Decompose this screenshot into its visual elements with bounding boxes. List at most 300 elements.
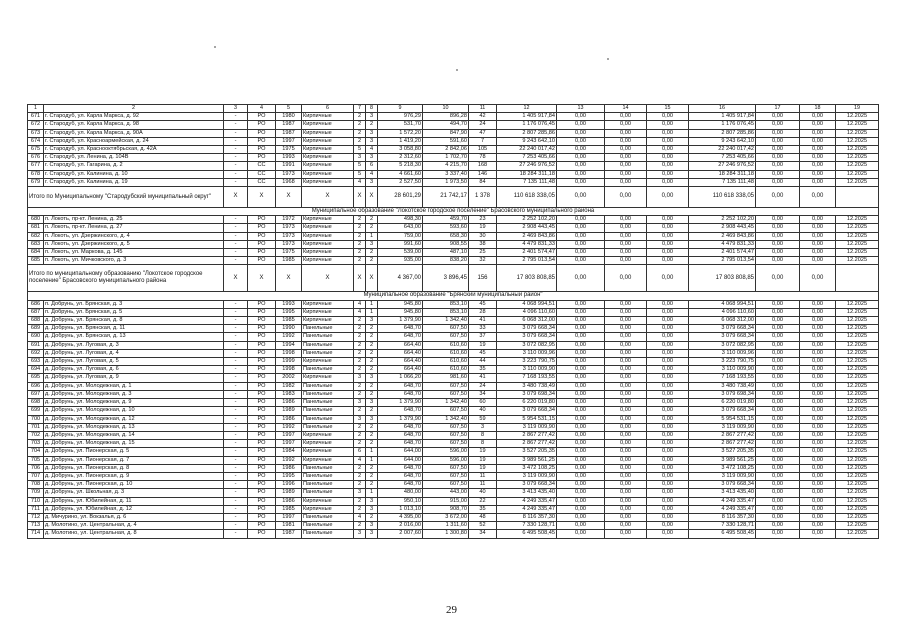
table-cell: 945,80 [378, 300, 423, 308]
table-cell: 3 119 009,90 [497, 472, 557, 480]
table-cell: 12.2025 [836, 481, 879, 489]
table-cell: 3 079 698,34 [497, 390, 557, 398]
table-cell: 3 [224, 105, 248, 113]
table-cell: 0,00 [557, 317, 605, 325]
table-cell: 0,00 [756, 505, 800, 513]
table-cell: 679 [28, 178, 44, 186]
table-cell: 10 [423, 105, 469, 113]
table-cell: Панельные [302, 481, 354, 489]
table-cell: 0,00 [756, 423, 800, 431]
table-cell: 681 [28, 224, 44, 232]
table-cell: 0,00 [647, 162, 689, 170]
table-cell: 0,00 [557, 249, 605, 257]
table-cell: г. Стародуб, ул. Гагарина, д. 2 [44, 162, 224, 170]
table-cell: 12.2025 [836, 300, 879, 308]
table-cell: 702 [28, 431, 44, 439]
table-cell: Итого по Муниципальному "Стародубский муниципальный округ" [28, 187, 224, 208]
table-cell: 2 [366, 382, 378, 390]
table-cell: 0,00 [647, 325, 689, 333]
table-cell: 607,50 [423, 464, 469, 472]
table-cell: 664,40 [378, 366, 423, 374]
table-cell: д. Добрунь, ул. Брянская, д. 8 [44, 317, 224, 325]
table-cell: РО [248, 464, 276, 472]
table-cell: РО [248, 216, 276, 224]
table-cell: 44 [469, 358, 497, 366]
table-row [28, 366, 879, 374]
table-row [28, 333, 879, 341]
table-cell: 0,00 [800, 113, 836, 121]
table-cell: 0,00 [800, 154, 836, 162]
table-cell: 0,00 [605, 431, 647, 439]
table-row [28, 423, 879, 431]
table-cell: 48 [469, 513, 497, 521]
table-cell: 0,00 [557, 505, 605, 513]
table-cell: 0,00 [800, 317, 836, 325]
table-cell: 1987 [276, 530, 302, 538]
table-cell: РО [248, 456, 276, 464]
table-cell: Кирпичные [302, 374, 354, 382]
table-cell: 4 661,60 [378, 170, 423, 178]
table-cell: д. Мичурино, ул. Вокзалья, д. 6 [44, 513, 224, 521]
table-cell: 4 479 831,33 [497, 240, 557, 248]
table-cell: - [224, 121, 248, 129]
table-cell: Кирпичные [302, 300, 354, 308]
table-row [28, 407, 879, 415]
table-cell: 0,00 [800, 325, 836, 333]
table-cell: 2 [354, 232, 366, 240]
table-cell: 1986 [276, 464, 302, 472]
table-cell: Кирпичные [302, 216, 354, 224]
table-cell: - [224, 382, 248, 390]
table-cell: 24 [469, 121, 497, 129]
table-cell: 12.2025 [836, 431, 879, 439]
table-cell: 0,00 [557, 341, 605, 349]
table-cell: д. Добрунь, ул. Молодежная, д. 12 [44, 415, 224, 423]
table-cell: 1998 [276, 349, 302, 357]
table-cell: 12.2025 [836, 154, 879, 162]
table-cell: 2 [354, 382, 366, 390]
table-cell: 3 527 205,35 [689, 448, 756, 456]
table-row [28, 481, 879, 489]
table-cell: 12.2025 [836, 224, 879, 232]
table-row [28, 464, 879, 472]
table-cell: 2 [366, 407, 378, 415]
table-cell: РО [248, 415, 276, 423]
table-cell: 695 [28, 374, 44, 382]
table-cell: 0,00 [647, 121, 689, 129]
table-cell: 0,00 [800, 349, 836, 357]
table-cell: 714 [28, 530, 44, 538]
table-cell: 0,00 [800, 472, 836, 480]
table-cell: 3 472 108,25 [497, 464, 557, 472]
table-cell: 5 954 531,15 [497, 415, 557, 423]
table-cell: 3 079 668,34 [689, 481, 756, 489]
table-cell: 0,00 [557, 407, 605, 415]
table-cell: 3 [366, 154, 378, 162]
table-cell: Панельные [302, 341, 354, 349]
table-cell: 0,00 [647, 113, 689, 121]
table-cell: 0,00 [800, 407, 836, 415]
table-cell: 3 [354, 530, 366, 538]
table-cell: 12.2025 [836, 472, 879, 480]
table-cell: 7 [354, 105, 366, 113]
table-cell: 0,00 [800, 481, 836, 489]
table-cell: 0,00 [647, 497, 689, 505]
table-cell: 3 472 108,25 [689, 464, 756, 472]
table-cell: 0,00 [800, 440, 836, 448]
table-cell: 14 [605, 105, 647, 113]
table-cell: - [224, 440, 248, 448]
table-cell: РО [248, 399, 276, 407]
table-cell: 0,00 [756, 216, 800, 224]
table-cell: 7 135 111,48 [689, 178, 756, 186]
table-cell: 3 079 668,34 [497, 325, 557, 333]
table-cell: Кирпичные [302, 456, 354, 464]
table-cell: 12.2025 [836, 456, 879, 464]
table-cell: 3 [354, 399, 366, 407]
table-cell: РО [248, 257, 276, 265]
table-cell: 8 [366, 105, 378, 113]
table-cell: Кирпичные [302, 170, 354, 178]
total-row [28, 187, 879, 208]
table-cell: д. Добрунь, ул. Пионерская, д. 10 [44, 481, 224, 489]
table-row [28, 113, 879, 121]
table-cell: 18 284 311,18 [689, 170, 756, 178]
table-cell: 671 [28, 113, 44, 121]
table-cell: РО [248, 137, 276, 145]
table-cell: 0,00 [800, 513, 836, 521]
table-cell: 0,00 [605, 522, 647, 530]
table-cell: СС [248, 162, 276, 170]
table-cell: 0,00 [605, 481, 647, 489]
table-cell: 0,00 [605, 423, 647, 431]
table-cell: г. Стародуб, ул. Красноармейская, д. 24 [44, 137, 224, 145]
table-cell: 0,00 [647, 464, 689, 472]
table-cell: 0,00 [800, 415, 836, 423]
table-cell: 0,00 [800, 308, 836, 316]
table-cell: д. Добрунь, ул. Луговая, д. 3 [44, 341, 224, 349]
table-cell: 0,00 [756, 472, 800, 480]
table-cell: 2 [354, 317, 366, 325]
table-cell: 4 [354, 513, 366, 521]
table-cell: 838,20 [423, 257, 469, 265]
table-cell: 3 [366, 415, 378, 423]
table-cell: 3 119 009,90 [689, 423, 756, 431]
table-cell: 0,00 [756, 349, 800, 357]
table-cell: г. Стародуб, ул. Краснооктябрьская, д. 42А [44, 146, 224, 154]
table-cell: 34 [469, 530, 497, 538]
table-cell: РО [248, 448, 276, 456]
table-row [28, 249, 879, 257]
table-cell: 7 330 128,71 [497, 522, 557, 530]
table-cell: 696 [28, 382, 44, 390]
table-cell: 1 342,40 [423, 317, 469, 325]
table-cell: 3 079 668,34 [689, 333, 756, 341]
table-cell: 17 [756, 105, 800, 113]
table-cell: 3 079 698,34 [689, 390, 756, 398]
table-cell: 0,00 [605, 170, 647, 178]
table-cell: 0,00 [647, 423, 689, 431]
table-cell: РО [248, 341, 276, 349]
table-cell: РО [248, 240, 276, 248]
table-cell: 35 [469, 505, 497, 513]
table-cell: 2 867 277,42 [497, 440, 557, 448]
table-cell: 2 [354, 431, 366, 439]
table-cell: 0,00 [605, 300, 647, 308]
table-cell: 0,00 [647, 522, 689, 530]
table-row [28, 390, 879, 398]
table-cell: 0,00 [605, 358, 647, 366]
table-cell: - [224, 216, 248, 224]
table-cell: 6 220 019,80 [497, 399, 557, 407]
table-cell: 1986 [276, 497, 302, 505]
table-cell: 5 [354, 162, 366, 170]
table-cell: 3 [354, 415, 366, 423]
table-cell: 1 405 917,84 [689, 113, 756, 121]
table-cell: 0,00 [605, 390, 647, 398]
table-cell: РО [248, 423, 276, 431]
table-cell: РО [248, 390, 276, 398]
table-cell: Панельные [302, 489, 354, 497]
table-cell: п. Локоть, ул. Маркова, д. 145 [44, 249, 224, 257]
table-cell: 2 469 843,86 [689, 232, 756, 240]
table-cell: п. Локоть, ул. Мичковского, д. 3 [44, 257, 224, 265]
table-cell: РО [248, 497, 276, 505]
table-cell: РО [248, 121, 276, 129]
table-cell: 4 [248, 105, 276, 113]
table-cell: 2 312,60 [378, 154, 423, 162]
table-cell: X [276, 265, 302, 292]
table-cell: 2 [354, 129, 366, 137]
table-cell: 0,00 [605, 505, 647, 513]
table-cell: 712 [28, 513, 44, 521]
table-cell: 0,00 [605, 146, 647, 154]
table-cell: 1992 [276, 456, 302, 464]
table-cell: Кирпичные [302, 162, 354, 170]
table-cell: 0,00 [800, 232, 836, 240]
table-row [28, 300, 879, 308]
table-cell: 1992 [276, 333, 302, 341]
table-cell: 12.2025 [836, 341, 879, 349]
table-cell: - [224, 481, 248, 489]
table-cell: 0,00 [647, 249, 689, 257]
table-cell: 981,60 [423, 374, 469, 382]
table-cell: 9 243 642,10 [689, 137, 756, 145]
table-cell: 3 413 435,40 [497, 489, 557, 497]
table-cell: 1 [366, 232, 378, 240]
table-cell: 0,00 [647, 358, 689, 366]
table-cell: - [224, 249, 248, 257]
table-cell: 0,00 [605, 497, 647, 505]
table-cell: 0,00 [647, 240, 689, 248]
table-cell: 12.2025 [836, 358, 879, 366]
table-cell: д. Добрунь, ул. Луговая, д. 4 [44, 349, 224, 357]
table-cell: 3 110 009,96 [497, 349, 557, 357]
table-cell: 0,00 [647, 530, 689, 538]
table-cell: 2 527,50 [378, 178, 423, 186]
table-cell: 0,00 [557, 240, 605, 248]
table-cell: 2 [366, 431, 378, 439]
table-cell: 12.2025 [836, 366, 879, 374]
table-cell: 9 [378, 105, 423, 113]
table-cell: Кирпичные [302, 129, 354, 137]
table-cell: Панельные [302, 390, 354, 398]
table-cell: 1973 [276, 232, 302, 240]
table-cell: 0,00 [647, 333, 689, 341]
table-cell: 1 [366, 456, 378, 464]
table-cell: РО [248, 249, 276, 257]
table-cell: 0,00 [647, 187, 689, 208]
table-row [28, 513, 879, 521]
table-cell: 37 [469, 333, 497, 341]
table-cell: 0,00 [647, 216, 689, 224]
table-cell: - [224, 448, 248, 456]
table-cell: 1 419,20 [378, 137, 423, 145]
table-cell: 0,00 [800, 121, 836, 129]
table-cell: 0,00 [605, 317, 647, 325]
table-cell: 12.2025 [836, 317, 879, 325]
table-cell: д. Добрунь, ул. Молодежная, д. 15 [44, 440, 224, 448]
table-cell: 664,40 [378, 358, 423, 366]
table-cell: 1 342,40 [423, 399, 469, 407]
table-cell: 0,00 [647, 137, 689, 145]
table-cell: 0,00 [605, 530, 647, 538]
table-cell: 3 [366, 240, 378, 248]
table-cell: 0,00 [557, 257, 605, 265]
table-cell: 2 [354, 137, 366, 145]
table-cell: 2 [354, 325, 366, 333]
table-row [28, 374, 879, 382]
table-cell: 710 [28, 497, 44, 505]
table-cell: 0,00 [800, 366, 836, 374]
table-cell: 0,00 [647, 341, 689, 349]
table-cell: 2 [354, 481, 366, 489]
table-cell: 110 618 338,05 [689, 187, 756, 208]
table-cell: 976,29 [378, 113, 423, 121]
table-cell: 2 908 443,45 [497, 224, 557, 232]
table-cell: 0,00 [756, 265, 800, 292]
table-cell: 0,00 [557, 530, 605, 538]
table-cell: 8 116 357,30 [689, 513, 756, 521]
table-cell: 12.2025 [836, 513, 879, 521]
section-header-row [28, 292, 879, 300]
table-cell: 0,00 [756, 240, 800, 248]
table-cell: - [224, 325, 248, 333]
table-cell: РО [248, 440, 276, 448]
table-cell: 853,10 [423, 308, 469, 316]
table-cell: 2 [354, 497, 366, 505]
table-cell: Панельные [302, 366, 354, 374]
table-cell: 7 253 405,66 [689, 154, 756, 162]
table-cell: 3 [366, 399, 378, 407]
table-cell: РО [248, 366, 276, 374]
table-cell: 0,00 [756, 162, 800, 170]
table-cell: Панельные [302, 530, 354, 538]
table-cell: 3 119 009,90 [497, 423, 557, 431]
table-cell: 3 989 561,25 [689, 456, 756, 464]
table-cell: 0,00 [605, 249, 647, 257]
table-cell: 0,00 [800, 489, 836, 497]
table-row [28, 415, 879, 423]
table-cell: 0,00 [756, 317, 800, 325]
table-cell: Панельные [302, 513, 354, 521]
table-cell: X [354, 265, 366, 292]
table-cell: 2 [354, 240, 366, 248]
table-cell: 0,00 [647, 178, 689, 186]
table-row [28, 232, 879, 240]
table-cell: 4 [354, 308, 366, 316]
table-cell: 12.2025 [836, 178, 879, 186]
table-cell: 0,00 [756, 415, 800, 423]
table-cell: 3 223 790,75 [689, 358, 756, 366]
table-cell: 0,00 [605, 382, 647, 390]
table-cell: 3 223 790,75 [497, 358, 557, 366]
table-cell: 0,00 [557, 154, 605, 162]
table-cell: 22 240 017,42 [689, 146, 756, 154]
table-row [28, 137, 879, 145]
table-row [28, 224, 879, 232]
table-cell: 677 [28, 162, 44, 170]
table-cell: РО [248, 224, 276, 232]
table-cell: 0,00 [557, 146, 605, 154]
table-cell: 0,00 [605, 464, 647, 472]
table-cell: 693 [28, 358, 44, 366]
table-cell: 0,00 [605, 472, 647, 480]
table-cell: - [224, 341, 248, 349]
table-cell: Кирпичные [302, 224, 354, 232]
table-cell: 4 367,00 [378, 265, 423, 292]
table-cell: 908,70 [423, 505, 469, 513]
table-cell: 28 601,29 [378, 187, 423, 208]
table-cell: Кирпичные [302, 317, 354, 325]
table-cell: 0,00 [647, 440, 689, 448]
table-cell: 5 [354, 146, 366, 154]
table-cell: 0,00 [756, 224, 800, 232]
table-cell: д. Добрунь, ул. Пионерская, д. 8 [44, 464, 224, 472]
table-row [28, 129, 879, 137]
table-cell: 1 [366, 300, 378, 308]
table-cell: д. Добрунь, ул. Юбилейная, д. 11 [44, 497, 224, 505]
table-cell: 12.2025 [836, 129, 879, 137]
table-cell: 12.2025 [836, 415, 879, 423]
table-cell: 6 495 508,45 [497, 530, 557, 538]
table-cell: 0,00 [557, 423, 605, 431]
table-cell: 0,00 [605, 187, 647, 208]
table-cell: 0,00 [647, 308, 689, 316]
table-cell: 0,00 [800, 249, 836, 257]
table-row [28, 170, 879, 178]
table-cell: д. Молотино, ул. Центральная, д. 4 [44, 522, 224, 530]
table-cell: 1983 [276, 390, 302, 398]
table-cell [836, 265, 879, 292]
table-cell: 0,00 [647, 489, 689, 497]
table-cell: 0,00 [557, 497, 605, 505]
table-cell: 0,00 [557, 456, 605, 464]
table-cell: 2 795 013,54 [497, 257, 557, 265]
table-cell: 0,00 [647, 513, 689, 521]
table-row [28, 146, 879, 154]
table-cell: 0,00 [557, 390, 605, 398]
budget-table-sheet [27, 104, 878, 539]
table-cell: 692 [28, 349, 44, 357]
table-cell: 4 096 110,60 [689, 308, 756, 316]
table-cell: 0,00 [800, 341, 836, 349]
table-cell: 0,00 [605, 137, 647, 145]
table-cell: 12.2025 [836, 497, 879, 505]
table-cell: 1 378 [469, 187, 497, 208]
table-cell: 0,00 [647, 448, 689, 456]
table-cell: - [224, 113, 248, 121]
